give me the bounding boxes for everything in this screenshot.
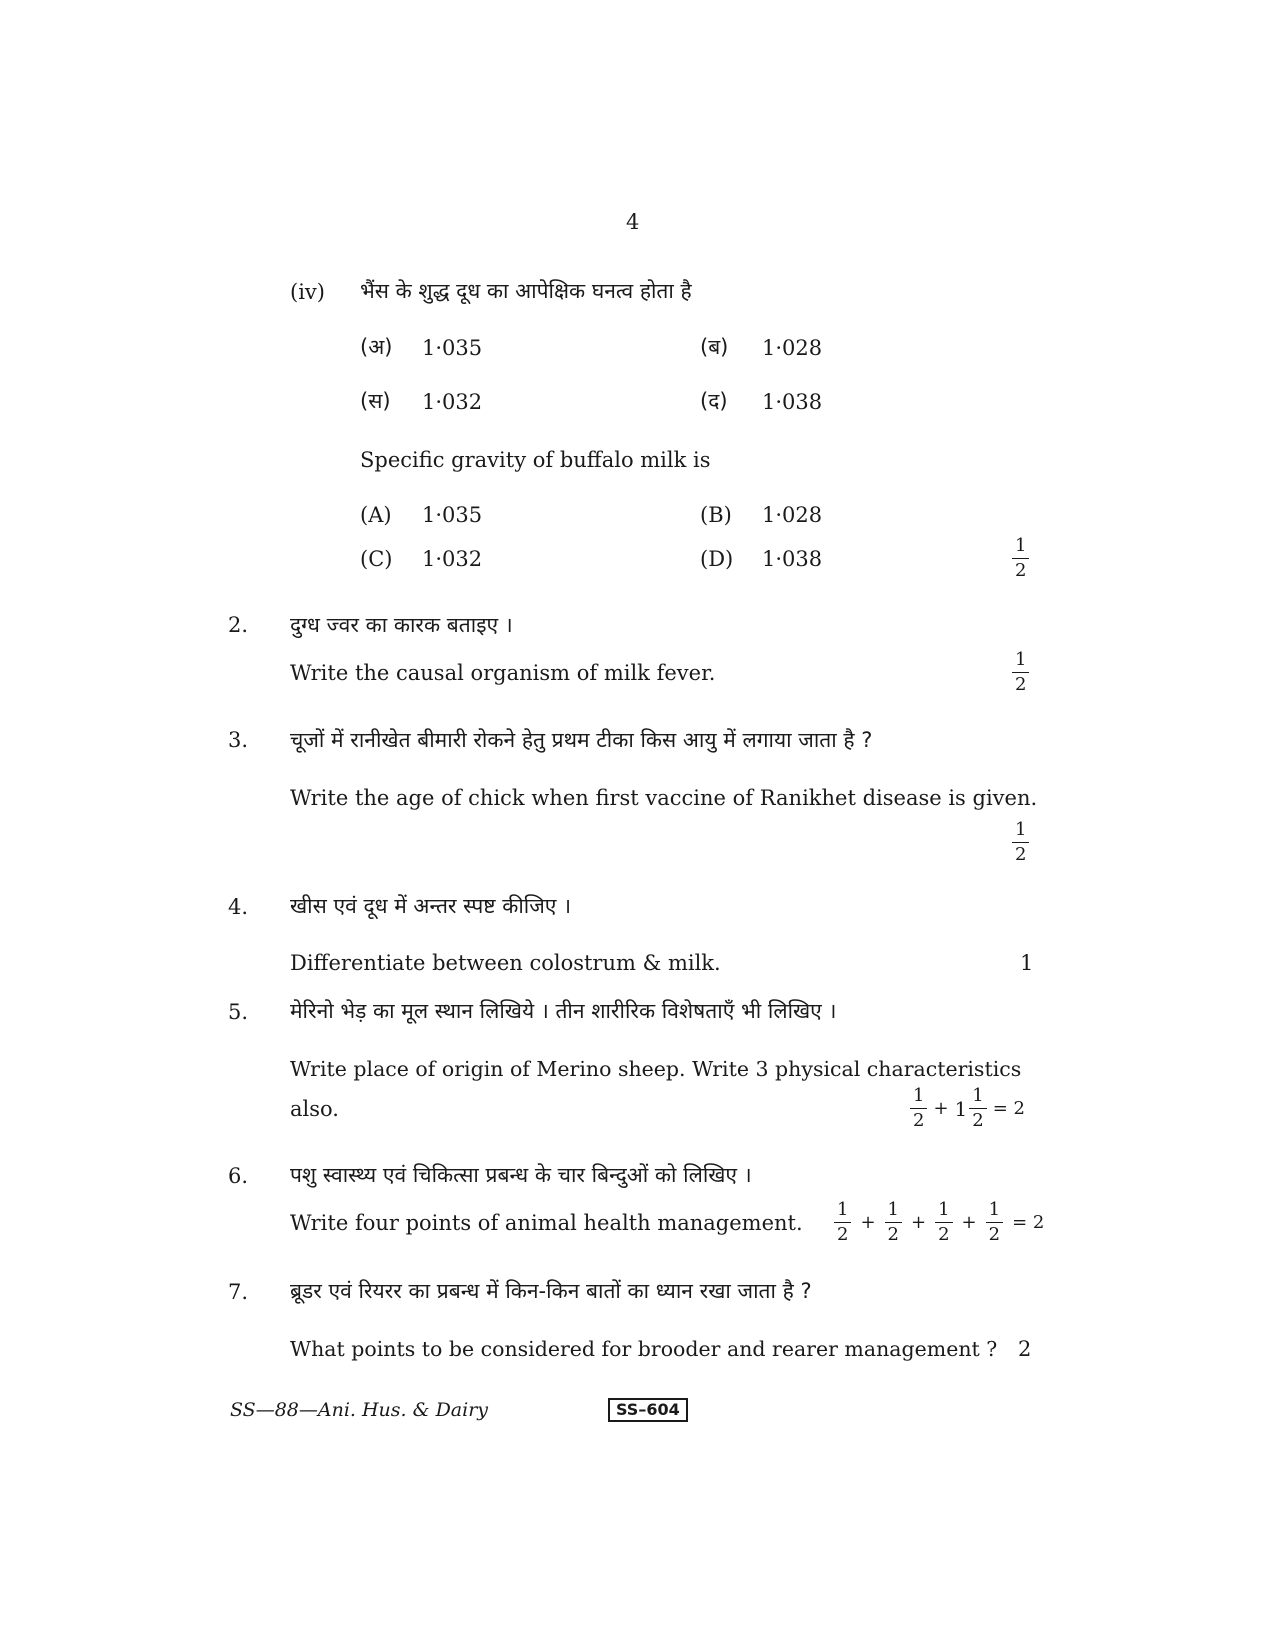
question-english: Write the causal organism of milk fever. [290,661,716,685]
marks: 2 [1018,1337,1032,1361]
question-english-continued: also. [290,1097,339,1121]
fraction-half: $\frac{1}{2}$ [935,1200,952,1245]
sub-question-label: (iv) [290,280,325,304]
marks [1012,820,1029,865]
sub-question-hindi-text: भैंस के शुद्ध दूध का आपेक्षिक घनत्व होता है [360,279,692,303]
equals-total: = 2 [1012,1212,1045,1233]
fraction-half: $\frac{1}{2}$ [969,1086,986,1131]
option-value: 1·038 [762,390,823,414]
marks [1012,650,1029,695]
fraction-half: $\frac{1}{2}$ [834,1200,851,1245]
marks: 1 [1020,951,1034,975]
question-number: 2. [228,613,249,637]
question-english: Write four points of animal health management. [290,1211,803,1235]
whole-number: 1 [954,1096,968,1121]
fraction-half: $\frac{1}{2}$ [910,1086,927,1131]
option-label: (ब) [700,335,729,359]
question-hindi: मेरिनो भेड़ का मूल स्थान लिखिये । तीन शारीरिक विशेषताएँ भी लिखिए । [290,999,837,1023]
question-english: Write place of origin of Merino sheep. Write 3 physical characteristics [290,1057,1022,1081]
marks [1012,536,1029,581]
option-label: (अ) [360,335,393,359]
equals-total: = 2 [992,1098,1025,1119]
marks [910,1086,1025,1131]
option-value: 1·028 [762,503,823,527]
question-number: 7. [228,1280,249,1304]
option-value: 1·032 [422,547,483,571]
marks [834,1200,1044,1245]
plus-sign: + [860,1212,876,1233]
question-hindi: दुग्ध ज्वर का कारक बताइए । [290,613,513,637]
question-number: 4. [228,895,249,919]
question-hindi: चूजों में रानीखेत बीमारी रोकने हेतु प्रथम टीका किस आयु में लगाया जाता है ? [290,728,873,752]
question-number: 5. [228,1000,249,1024]
option-value: 1·028 [762,336,823,360]
question-number: 3. [228,728,249,752]
fraction-half: $\frac{1}{2}$ [1012,650,1029,695]
question-number: 6. [228,1164,249,1188]
sub-question-english-text: Specific gravity of buffalo milk is [360,448,711,472]
question-hindi: पशु स्वास्थ्य एवं चिकित्सा प्रबन्ध के चार बिन्दुओं को लिखिए । [290,1163,752,1187]
question-english: Write the age of chick when first vaccine of Ranikhet disease is given. [290,786,1038,810]
option-value: 1·035 [422,336,483,360]
fraction-half: $\frac{1}{2}$ [986,1200,1003,1245]
option-label: (C) [360,547,393,571]
plus-sign: + [961,1212,977,1233]
paper-code-box: SS–604 [608,1398,688,1422]
fraction-half: $\frac{1}{2}$ [885,1200,902,1245]
option-value: 1·038 [762,547,823,571]
plus-sign: + [911,1212,927,1233]
option-value: 1·032 [422,390,483,414]
option-label: (A) [360,503,392,527]
plus-sign: + [933,1098,949,1119]
page-number: 4 [626,210,640,234]
fraction-half: $\frac{1}{2}$ [1012,820,1029,865]
footer-paper-title: SS—88—Ani. Hus. & Dairy [230,1399,489,1421]
fraction-half: $\frac{1}{2}$ [1012,536,1029,581]
question-english: Differentiate between colostrum & milk. [290,951,721,975]
option-label: (द) [700,389,728,413]
option-label: (B) [700,503,732,527]
option-value: 1·035 [422,503,483,527]
option-label: (स) [360,389,391,413]
option-label: (D) [700,547,734,571]
question-hindi: खीस एवं दूध में अन्तर स्पष्ट कीजिए । [290,894,572,918]
question-hindi: ब्रूडर एवं रियरर का प्रबन्ध में किन-किन बातों का ध्यान रखा जाता है ? [290,1279,812,1303]
question-english: What points to be considered for brooder and rearer management ? [290,1337,998,1361]
